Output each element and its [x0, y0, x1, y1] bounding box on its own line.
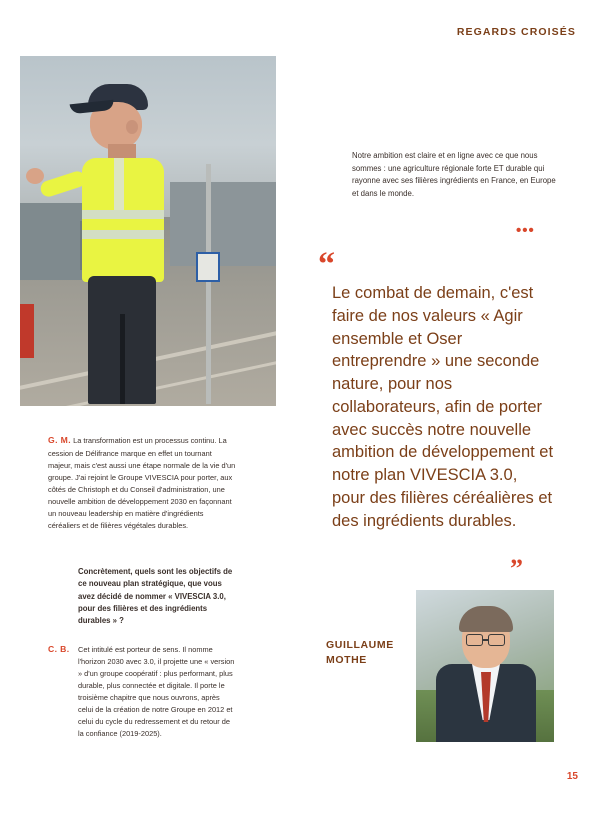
portrait-glasses-left [466, 634, 483, 646]
photo-worker [62, 84, 192, 404]
portrait-photo [416, 590, 554, 742]
body-paragraph-2 [48, 644, 236, 740]
photo-sign [196, 252, 220, 282]
page-header-title: REGARDS CROISÉS [456, 26, 576, 38]
interview-question: Concrètement, quels sont les objectifs de ce nouveau plan stratégique, que vous avez décidé de nommer « VIVESCIA 3.0, pour des filières et des ingrédients durables » ? [78, 567, 233, 626]
portrait-name-first: GUILLAUME [326, 639, 394, 651]
hero-photo [20, 56, 276, 406]
portrait-glasses-bridge [483, 639, 488, 641]
quote-open-mark: “ [318, 246, 335, 283]
worker-vest-band [82, 210, 164, 219]
page-number: 15 [566, 771, 578, 782]
speaker-label-cb: C. B. [48, 644, 70, 654]
worker-hand [26, 168, 44, 184]
portrait-glasses-right [488, 634, 505, 646]
background-artifact [40, 760, 360, 770]
worker-ear [126, 120, 138, 134]
body-text-2: Cet intitulé est porteur de sens. Il nomme l'horizon 2030 avec 3.0, il projette une « version » d'un groupe coopératif : plus performant, plus durable, plus connectée et digitale. Il porte le troisième chapitre que nous ouvrons, après celui de la création de notre Groupe en 2012 et celui du cycle du redressement et du retour de la confiance (2019-2025). [78, 645, 235, 738]
quote-close-mark: ” [510, 554, 523, 583]
worker-vest-band [82, 230, 164, 239]
worker-vest-strap [114, 158, 124, 210]
body-paragraph-1 [48, 434, 236, 532]
decorative-dots: ••• [516, 222, 535, 239]
portrait-name-last: MOTHE [326, 654, 367, 667]
speaker-label-gm: G. M. [48, 435, 72, 445]
pull-quote-text: Le combat de demain, c'est faire de nos valeurs « Agir ensemble et Oser entreprendre » une seconde nature, pour nos collaborateurs, afin de porter avec succès notre nouvelle ambition de développement et notre plan VIVESCIA 3.0, pour des filières céréalières et des ingrédients durables. [332, 284, 554, 530]
portrait-name [326, 638, 412, 668]
worker-leg-split [120, 314, 125, 404]
intro-paragraph: Notre ambition est claire et en ligne avec ce que nous sommes : une agriculture régionale forte ET durable qui rayonne avec ses filières ingrédients en France, en Europe et dans le monde. [352, 151, 556, 198]
body-text-1: La transformation est un processus continu. La cession de Délifrance marque en effet un tournant majeur, mais c'est aussi une étape normale de la vie d'un groupe. J'ai rejoint le Groupe VIVESCIA pour porter, aux côtés de Christoph et du Conseil d'administration, une nouvelle ambition de développement 2030 en façonnant un nouveau leadership en matière d'ingrédients céréaliers et de filières végétales durables. [48, 436, 236, 530]
photo-red-element [20, 304, 34, 358]
photo-pole [206, 164, 211, 404]
